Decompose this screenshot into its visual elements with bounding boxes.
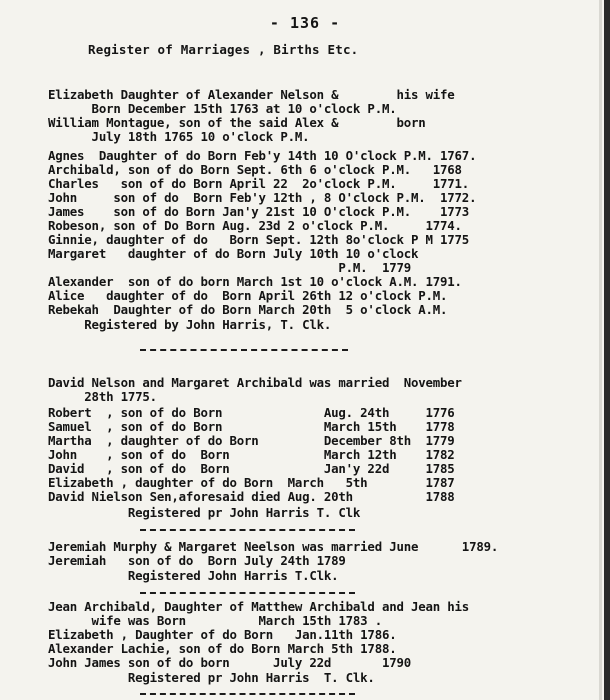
entry-line: John , son of do Born March 12th 1782 — [48, 447, 455, 462]
scan-edge — [604, 0, 610, 700]
entry-line: John son of do Born Feb'y 12th , 8 O'clock P.M. 1772. — [48, 190, 477, 205]
entry-line: James son of do Born Jan'y 21st 10 O'clock P.M. 1773 — [48, 204, 470, 219]
entry-line: David Nelson and Margaret Archibald was married November — [48, 375, 462, 390]
entry-line: William Montague, son of the said Alex & born — [48, 115, 426, 130]
entry-line: Jean Archibald, Daughter of Matthew Archibald and Jean his — [48, 599, 470, 614]
entry-line: July 18th 1765 10 o'clock P.M. — [48, 129, 310, 144]
entry-line: Robert , son of do Born Aug. 24th 1776 — [48, 405, 455, 420]
registrar-line: Registered John Harris T.Clk. — [48, 568, 339, 583]
entry-line: Alexander son of do born March 1st 10 o'clock A.M. 1791. — [48, 274, 462, 289]
entry-line: Alexander Lachie, son of do Born March 5th 1788. — [48, 641, 397, 656]
entry-line: Margaret daughter of do Born July 10th 10 o'clock — [48, 246, 419, 261]
entry-line: David , son of do Born Jan'y 22d 1785 — [48, 461, 455, 476]
entry-line: John James son of do born July 22d 1790 — [48, 655, 411, 670]
section-separator — [140, 529, 355, 531]
registrar-line: Registered pr John Harris T. Clk. — [48, 670, 375, 685]
entry-line: P.M. 1779 — [48, 260, 411, 275]
entry-line: Elizabeth , Daughter of do Born Jan.11th 1786. — [48, 627, 397, 642]
entry-line: Charles son of do Born April 22 2o'clock P.M. 1771. — [48, 176, 470, 191]
section-separator — [140, 693, 355, 695]
entry-line: Martha , daughter of do Born December 8th 1779 — [48, 433, 455, 448]
entry-line: Jeremiah son of do Born July 24th 1789 — [48, 553, 346, 568]
page-heading: Register of Marriages , Births Etc. — [88, 42, 359, 57]
entry-line: Born December 15th 1763 at 10 o'clock P.M. — [48, 101, 397, 116]
section-separator — [140, 349, 348, 351]
entry-line: Archibald, son of do Born Sept. 6th 6 o'clock P.M. 1768 — [48, 162, 462, 177]
entry-line: Agnes Daughter of do Born Feb'y 14th 10 O'clock P.M. 1767. — [48, 148, 477, 163]
page-number: - 136 - — [269, 14, 341, 32]
entry-line: Elizabeth Daughter of Alexander Nelson & his wife — [48, 87, 455, 102]
entry-line: Samuel , son of do Born March 15th 1778 — [48, 419, 455, 434]
entry-line: Ginnie, daughter of do Born Sept. 12th 8o'clock P M 1775 — [48, 232, 470, 247]
entry-line: Robeson, son of Do Born Aug. 23d 2 o'clock P.M. 1774. — [48, 218, 462, 233]
entry-line: wife was Born March 15th 1783 . — [48, 613, 382, 628]
registrar-line: Registered pr John Harris T. Clk — [48, 505, 361, 520]
entry-line: Rebekah Daughter of do Born March 20th 5 o'clock A.M. — [48, 302, 448, 317]
entry-line: Elizabeth , daughter of do Born March 5th 1787 — [48, 475, 455, 490]
entry-line: Jeremiah Murphy & Margaret Neelson was married June 1789. — [48, 539, 499, 554]
entry-line: David Nielson Sen,aforesaid died Aug. 20th 1788 — [48, 489, 455, 504]
section-separator — [140, 592, 355, 594]
entry-line: Alice daughter of do Born April 26th 12 o'clock P.M. — [48, 288, 448, 303]
scan-edge-shadow — [599, 0, 602, 700]
registrar-line: Registered by John Harris, T. Clk. — [48, 317, 332, 332]
entry-line: 28th 1775. — [48, 389, 157, 404]
